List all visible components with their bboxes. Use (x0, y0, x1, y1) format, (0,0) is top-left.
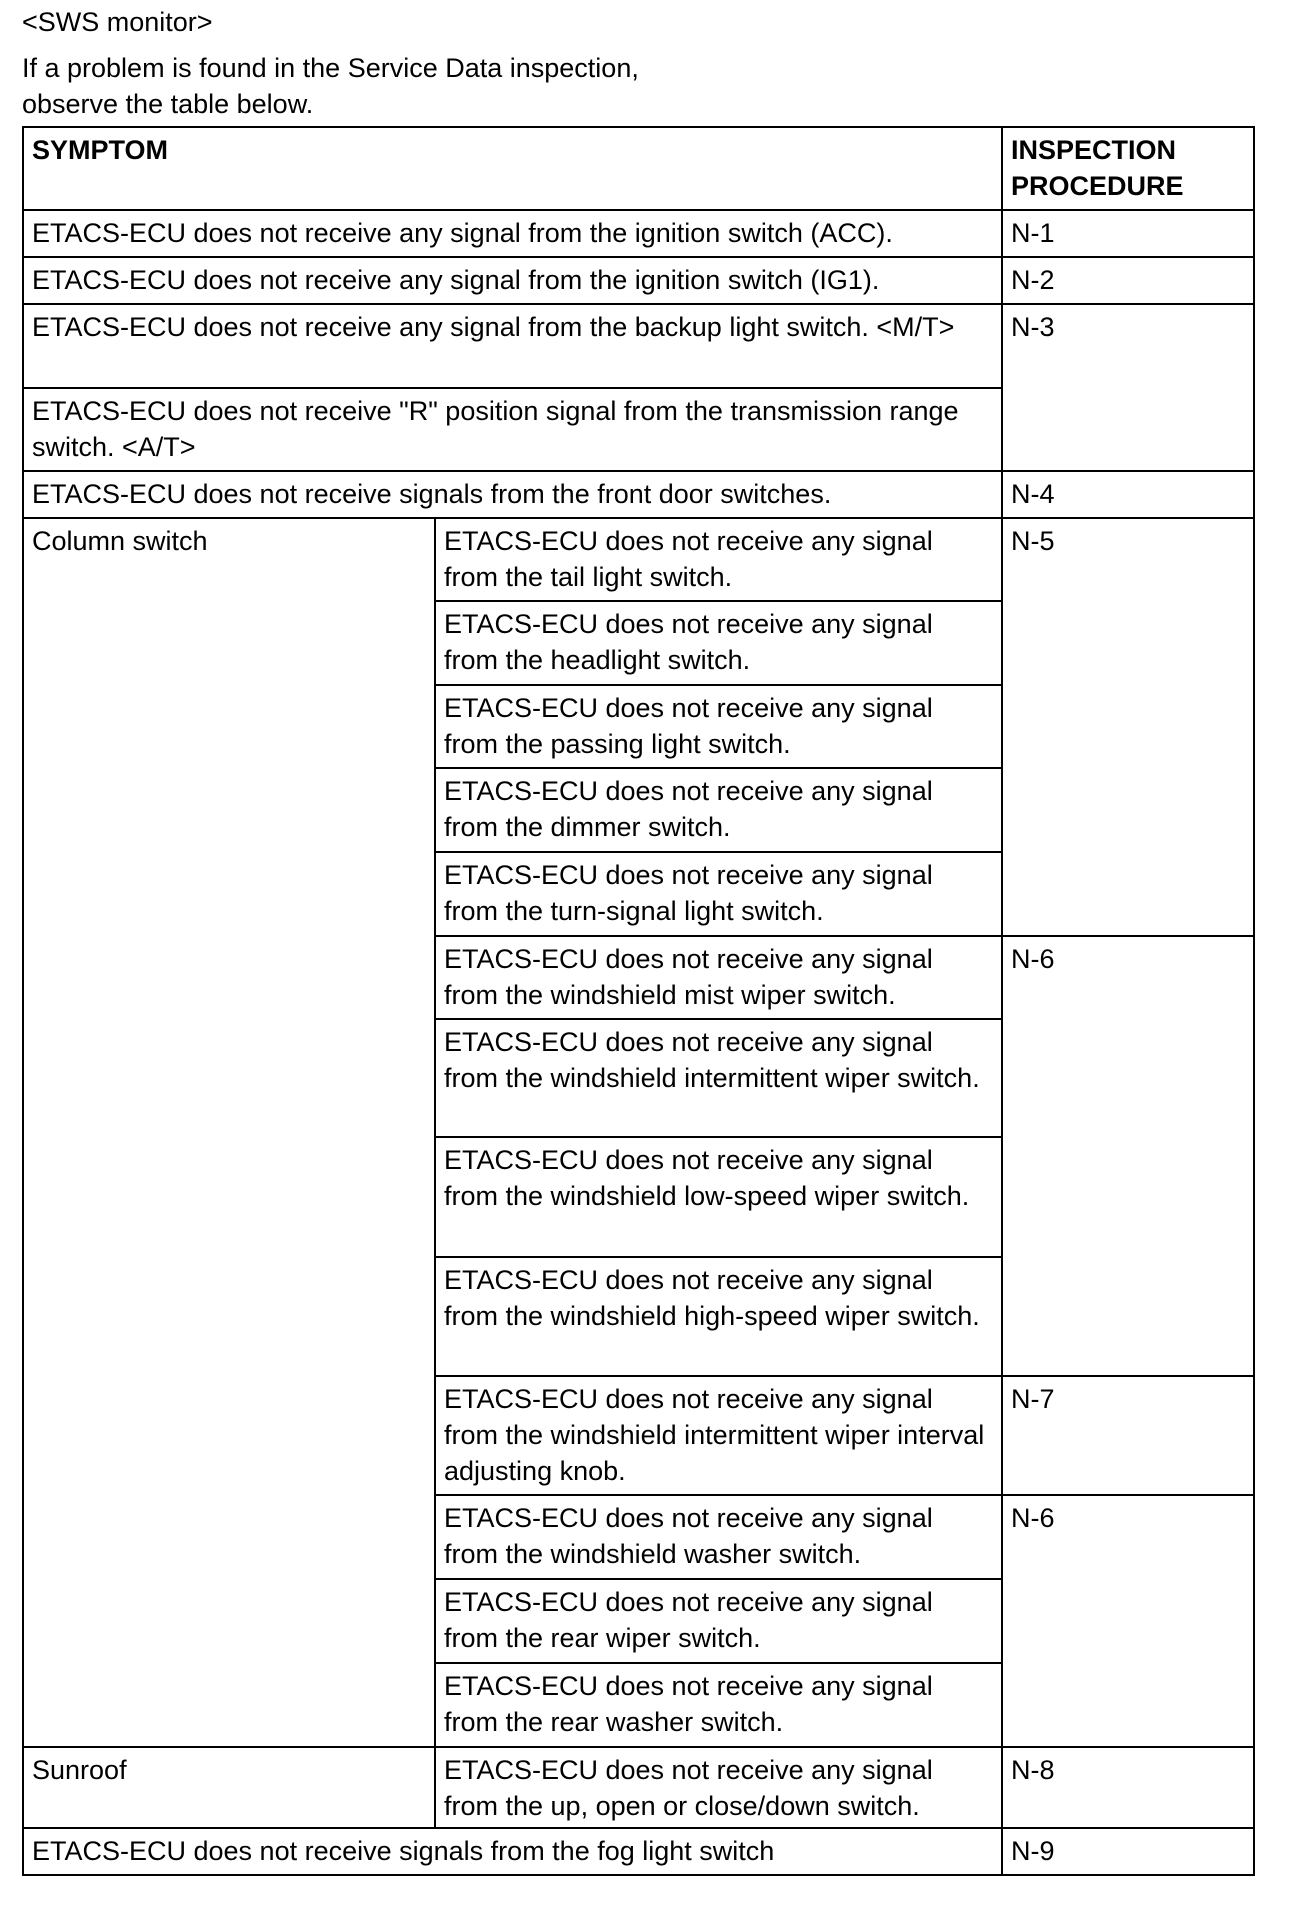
procedure-cell: N-2 (1002, 257, 1254, 304)
symptom-cell: ETACS-ECU does not receive any signal from the windshield mist wiper switch. (435, 936, 1002, 1019)
symptom-cell: ETACS-ECU does not receive any signal from the ignition switch (IG1). (23, 257, 1002, 304)
table-header-row (23, 127, 1254, 210)
symptom-table (22, 126, 1255, 1876)
table-row (23, 1747, 1254, 1828)
procedure-cell: N-5 (1002, 518, 1254, 936)
procedure-cell: N-6 (1002, 1495, 1254, 1747)
symptom-cell: ETACS-ECU does not receive any signal from the up, open or close/down switch. (435, 1747, 1002, 1828)
table-row (23, 304, 1254, 388)
symptom-cell: ETACS-ECU does not receive any signal from the rear washer switch. (435, 1663, 1002, 1747)
symptom-cell: ETACS-ECU does not receive any signal from the passing light switch. (435, 685, 1002, 768)
intro-line-2: observe the table below. (22, 89, 314, 119)
header-symptom: SYMPTOM (23, 127, 1002, 210)
symptom-cell: ETACS-ECU does not receive any signal from the ignition switch (ACC). (23, 210, 1002, 257)
procedure-cell: N-3 (1002, 304, 1254, 471)
table-row (23, 257, 1254, 304)
column-switch-label: Column switch (23, 518, 435, 1747)
procedure-cell: N-7 (1002, 1376, 1254, 1495)
procedure-cell: N-8 (1002, 1747, 1254, 1828)
symptom-cell: ETACS-ECU does not receive any signal from the windshield intermittent wiper interval adjusting knob. (435, 1376, 1002, 1495)
symptom-cell: ETACS-ECU does not receive any signal from the windshield low-speed wiper switch. (435, 1137, 1002, 1257)
procedure-cell: N-9 (1002, 1828, 1254, 1875)
symptom-cell: ETACS-ECU does not receive any signal from the headlight switch. (435, 601, 1002, 685)
symptom-cell: ETACS-ECU does not receive "R" position signal from the transmission range switch. <A/T> (23, 388, 1002, 471)
table-row (23, 471, 1254, 518)
symptom-cell: ETACS-ECU does not receive any signal from the dimmer switch. (435, 768, 1002, 852)
section-title: <SWS monitor> (22, 7, 213, 37)
symptom-cell: ETACS-ECU does not receive any signal from the backup light switch. <M/T> (23, 304, 1002, 388)
table-row (23, 1828, 1254, 1875)
symptom-cell: ETACS-ECU does not receive signals from the fog light switch (23, 1828, 1002, 1875)
header-proc-line1: INSPECTION (1011, 135, 1177, 165)
procedure-cell: N-6 (1002, 936, 1254, 1376)
header-proc-line2: PROCEDURE (1011, 171, 1184, 201)
symptom-cell: ETACS-ECU does not receive any signal from the tail light switch. (435, 518, 1002, 601)
symptom-cell: ETACS-ECU does not receive any signal from the windshield intermittent wiper switch. (435, 1019, 1002, 1137)
procedure-cell: N-1 (1002, 210, 1254, 257)
symptom-cell: ETACS-ECU does not receive any signal from the rear wiper switch. (435, 1579, 1002, 1663)
procedure-cell: N-4 (1002, 471, 1254, 518)
table-row (23, 518, 1254, 601)
symptom-cell: ETACS-ECU does not receive any signal from the windshield washer switch. (435, 1495, 1002, 1579)
symptom-cell: ETACS-ECU does not receive any signal from the turn-signal light switch. (435, 852, 1002, 936)
intro-line-1: If a problem is found in the Service Data inspection, (22, 53, 639, 83)
symptom-cell: ETACS-ECU does not receive signals from the front door switches. (23, 471, 1002, 518)
sunroof-label: Sunroof (23, 1747, 435, 1828)
symptom-cell: ETACS-ECU does not receive any signal from the windshield high-speed wiper switch. (435, 1257, 1002, 1376)
header-inspection-procedure (1002, 127, 1254, 210)
table-row (23, 210, 1254, 257)
